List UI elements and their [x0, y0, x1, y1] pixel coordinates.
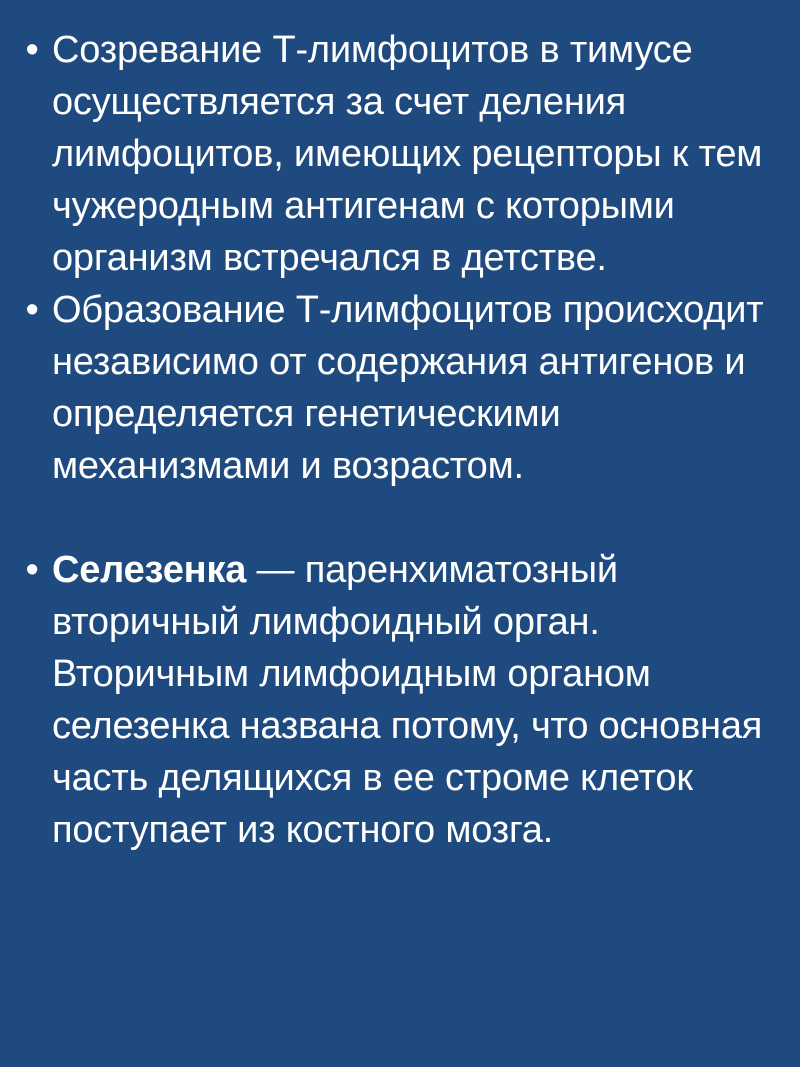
paragraph-spacer — [14, 492, 766, 544]
bullet-list — [14, 24, 766, 856]
bullet-text: Созревание Т-лимфоцитов в тимусе осуществляется за счет деления лимфоцитов, имеющих рецепторы к тем чужеродным антигенам с которыми организм встречался в детстве. — [52, 29, 763, 279]
bullet-icon: • — [25, 29, 39, 71]
bullet-item-t-lymphocyte-formation — [14, 284, 766, 492]
bullet-item-thymus-maturation — [14, 24, 766, 284]
spleen-term: Селезенка — [52, 549, 247, 591]
bullet-item-spleen — [14, 544, 766, 856]
bullet-text — [52, 544, 766, 856]
bullet-icon: • — [25, 549, 39, 591]
bullet-text: Образование Т-лимфоцитов происходит независимо от содержания антигенов и определяется генетическими механизмами и возрастом. — [52, 289, 764, 487]
spleen-description: — паренхиматозный вторичный лимфоидный орган. Вторичным лимфоидным органом селезенка названа потому, что основная часть делящихся в ее строме клеток поступает из костного мозга. — [52, 549, 763, 851]
bullet-icon: • — [25, 289, 39, 331]
